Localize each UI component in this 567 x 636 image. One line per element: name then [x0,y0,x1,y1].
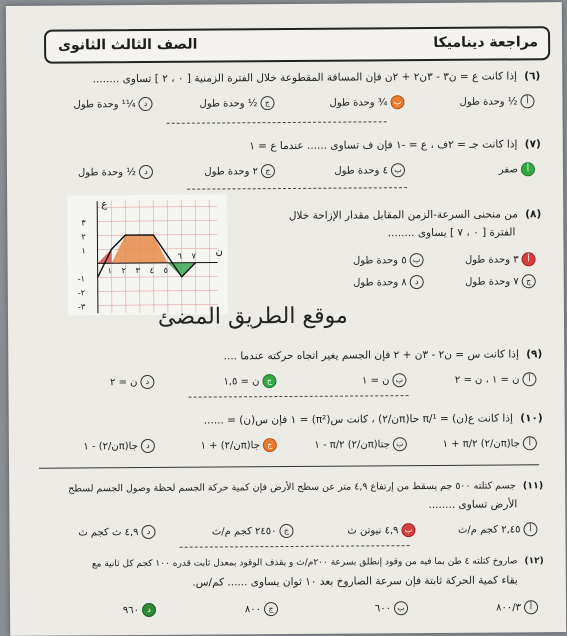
x-tick-label: ١ [107,266,112,276]
option-text: ن = ١ [361,375,390,387]
option-text: جا(πن/٢) - ١ [83,441,138,453]
question-text: جسم كتلته ٥٠٠ جم يسقط من إرتفاع ٤,٩ متر عن سطح الأرض فإن كمية حركة الجسم لحظة وصول الجسم لسطح [68,480,516,495]
option-9c[interactable] [223,374,276,388]
x-tick-label: ٧ [191,251,196,261]
choice-circle: د [139,165,153,179]
x-tick-label: ٦ [177,251,182,261]
divider [187,187,407,190]
option-11a[interactable] [458,522,538,537]
choice-circle: أ [520,94,534,108]
choice-circle: أ [523,522,537,536]
option-6a[interactable] [459,94,534,109]
option-8d[interactable] [353,275,424,289]
option-11c[interactable] [212,524,294,539]
choice-circle: ب [401,523,415,537]
option-text: ن = ٢ [109,377,138,389]
question-text: إذا كانت جـ = ٢ف ، ع = -١ فإن ف تساوى ...... عندما ع = ١ [249,138,518,153]
option-text: ٥ وحدة طول [352,255,407,267]
x-axis-label: ن [215,246,223,258]
option-text: ½ وحدة طول [77,167,137,179]
choice-circle: ج [262,374,276,388]
choice-circle: ب [391,163,405,177]
option-text: جا(πن/٢) + ١ [200,440,260,452]
option-12d[interactable] [123,603,156,617]
option-text: ٨٠٠/٣ [496,602,522,614]
question-7 [249,138,541,152]
option-9d[interactable] [110,375,155,389]
option-text: ن = ١ ، ن = ٢ [454,374,520,386]
choice-circle: أ [522,252,536,266]
y-axis-label: ع [101,199,108,211]
option-6c[interactable] [199,96,274,111]
choice-circle: ب [390,95,404,109]
option-text: ٣ وحدة طول [464,254,519,266]
option-text: ٩٦٠ [122,605,140,617]
option-text: صفر [498,164,519,176]
option-text: ½ وحدة طول [199,98,258,110]
x-tick-label: ٣ [135,266,140,276]
x-tick-label: ٢ [121,266,126,276]
question-number: (٧) [524,138,541,151]
x-tick-label: ٤ [149,265,154,275]
question-6 [93,70,541,85]
question-8-cont [388,226,516,239]
question-9 [224,348,543,362]
option-10b[interactable] [314,437,407,452]
choice-circle: د [142,603,156,617]
question-text: الأرض تساوى ........ [428,498,518,512]
choice-circle: ج [264,602,278,616]
question-12 [92,556,544,569]
option-10a[interactable] [443,436,537,451]
option-8b[interactable] [353,253,424,267]
question-12-cont [192,574,518,588]
option-6b[interactable] [329,95,404,110]
option-11d[interactable] [78,525,155,540]
option-text: ٤,٩ ث كجم ث [78,527,139,539]
choice-circle: ب [410,253,424,267]
choice-circle: ب [394,601,408,615]
question-10 [204,412,543,426]
choice-circle: د [141,439,155,453]
option-text: ¾ وحدة طول [329,97,388,109]
option-7d[interactable] [78,165,153,180]
option-text: ٢,٤٥ كجم م/ث [457,524,521,536]
choice-circle: أ [523,436,537,450]
option-6d[interactable] [73,97,152,112]
option-text: ¼¹ وحدة طول [73,99,136,111]
question-11-cont [428,498,517,511]
choice-circle: ج [263,438,277,452]
option-text: جتا(πن/٢) ٢/π - ١ [314,439,390,451]
velocity-time-graph [67,194,228,315]
question-11 [68,480,543,494]
choice-circle: ب [392,373,406,387]
page-header [44,26,550,64]
divider [167,121,387,124]
choice-circle: أ [522,372,536,386]
option-12b[interactable] [375,601,408,615]
question-number: (٨) [525,208,542,221]
divider [189,395,409,398]
option-text: ٨٠٠ [244,604,262,616]
option-text: ٨ وحدة طول [353,277,407,289]
option-7c[interactable] [204,164,275,178]
question-number: (١١) [522,480,544,492]
question-number: (٦) [524,70,541,83]
option-11b[interactable] [347,523,415,537]
option-12c[interactable] [245,602,278,616]
x-tick-label: ٥ [163,265,168,275]
question-8 [289,208,541,222]
option-text: جا(πن/٢) ٢/π + ١ [442,438,520,450]
y-tick-label: -١ [77,274,85,284]
question-text: من منحنى السرعة-الزمن المقابل مقدار الإزاحة خلال [288,208,518,222]
choice-circle: ج [522,274,536,288]
option-10d[interactable] [83,439,155,453]
choice-circle: أ [524,600,538,614]
page-title: مراجعة ديناميكا [433,34,539,51]
option-9b[interactable] [362,373,407,387]
question-text: إذا كانت س = ن٢ - ٣ن + ٢ فإن الجسم يغير اتجاه حركته عندما .... [223,348,519,363]
option-9a[interactable] [455,372,537,387]
question-text: صاروخ كتلته ٤ طن بما فيه من وقود إنطلق بسرعة ٢٠٠م/ث و يقذف الوقود بمعدل ثابت قدره ١٠٠ كجم كل ثانية مع [91,556,518,570]
option-text: ٧ وحدة طول [465,276,519,288]
question-number: (٩) [526,348,543,361]
question-text: إذا كانت ع(ن) = ¹/π حا(πن/٢) ، كانت س(π²) = ١ فإن س(ن) = ...... [203,412,513,427]
choice-circle: أ [521,162,535,176]
choice-circle: د [141,525,155,539]
question-text: الفترة [ ٠ ، ٧ ] يساوى ........ [387,226,516,240]
option-7a[interactable] [499,162,535,176]
choice-circle: د [410,275,424,289]
divider [180,545,410,548]
question-number: (١٢) [524,556,544,567]
option-7b[interactable] [334,163,405,177]
y-tick-label: ٢ [81,232,86,242]
question-number: (١٠) [520,412,543,425]
y-tick-label: ٣ [81,218,86,228]
choice-circle: ج [279,524,293,538]
option-text: ٤ وحدة طول [334,165,389,177]
option-text: ٢٤٥٠ كجم م/ث [211,526,277,538]
watermark-text: موقع الطريق المضئ [157,303,348,330]
option-text: ٦٠٠ [374,603,392,615]
y-tick-label: -٣ [77,302,86,312]
choice-circle: ج [261,164,275,178]
option-8a[interactable] [465,252,536,266]
option-text: ٢ وحدة طول [204,166,259,178]
option-text: ½ وحدة طول [459,96,518,108]
grade-label: الصف الثالث الثانوى [58,36,198,54]
choice-circle: ج [260,96,274,110]
question-text: إذا كانت ع = ن٣ - ٣ن٢ + ٢ن فإن المسافة المقطوعة خلال الفترة الزمنية [ ٠ ، ٢ ] تساوى ........ [92,70,517,86]
option-12a[interactable] [496,600,538,614]
option-10c[interactable] [201,438,277,453]
option-text: ن = ١,٥ [223,376,260,388]
y-tick-label: ١ [81,246,86,256]
option-8c[interactable] [465,274,536,288]
choice-circle: ب [393,437,407,451]
choice-circle: د [138,97,152,111]
option-text: ٤,٩ نيوتن ث [347,525,399,537]
question-text: بقاء كمية الحركة ثابتة فإن سرعة الصاروخ بعد ١٠ ثوان يساوى ...... كم/س. [192,574,518,589]
y-tick-label: -٢ [77,288,86,298]
divider [39,464,539,468]
worksheet-page [6,2,566,636]
choice-circle: د [140,375,154,389]
